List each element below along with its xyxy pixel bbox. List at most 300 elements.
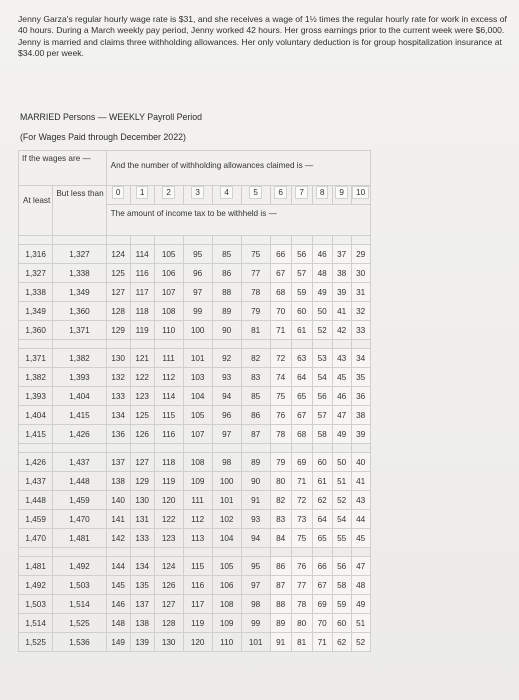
tax-amount-cell: 38 (332, 264, 351, 283)
at-least-cell: 1,470 (19, 529, 53, 548)
tax-amount-cell: 75 (291, 529, 312, 548)
tax-amount-cell: 90 (212, 321, 241, 340)
amount-header: The amount of income tax to be withheld is — (106, 205, 370, 236)
tax-amount-cell: 49 (332, 425, 351, 444)
table-row (19, 387, 371, 406)
spacer-cell (351, 444, 370, 453)
spacer-cell (183, 444, 212, 453)
table-row (19, 321, 371, 340)
allowance-col-6: 6 (270, 186, 291, 205)
tax-amount-cell: 123 (154, 529, 183, 548)
tax-amount-cell: 99 (183, 302, 212, 321)
tax-amount-cell: 41 (332, 302, 351, 321)
allowance-col-8: 8 (312, 186, 332, 205)
spacer-cell (53, 236, 106, 245)
tax-amount-cell: 128 (154, 614, 183, 633)
tax-amount-cell: 47 (351, 557, 370, 576)
allowance-col-5: 5 (241, 186, 270, 205)
tax-amount-cell: 68 (291, 425, 312, 444)
tax-amount-cell: 106 (154, 264, 183, 283)
tax-amount-cell: 59 (291, 283, 312, 302)
tax-amount-cell: 109 (183, 472, 212, 491)
spacer-cell (212, 340, 241, 349)
spacer-cell (130, 548, 154, 557)
table-row (19, 491, 371, 510)
tax-amount-cell: 105 (154, 245, 183, 264)
tax-amount-cell: 108 (212, 595, 241, 614)
tax-amount-cell: 100 (183, 321, 212, 340)
tax-amount-cell: 31 (351, 283, 370, 302)
tax-amount-cell: 127 (130, 453, 154, 472)
spacer-cell (291, 444, 312, 453)
tax-amount-cell: 114 (154, 387, 183, 406)
spacer-cell (312, 548, 332, 557)
spacer-cell (291, 548, 312, 557)
at-least-cell: 1,481 (19, 557, 53, 576)
tax-amount-cell: 137 (106, 453, 130, 472)
table-row (19, 529, 371, 548)
tax-amount-cell: 95 (183, 245, 212, 264)
tax-amount-cell: 58 (312, 425, 332, 444)
tax-amount-cell: 95 (241, 557, 270, 576)
tax-amount-cell: 67 (291, 406, 312, 425)
spacer-cell (154, 548, 183, 557)
tax-amount-cell: 54 (312, 368, 332, 387)
tax-amount-cell: 101 (183, 349, 212, 368)
tax-amount-cell: 62 (332, 633, 351, 652)
tax-amount-cell: 65 (312, 529, 332, 548)
tax-amount-cell: 115 (183, 557, 212, 576)
tax-amount-cell: 75 (270, 387, 291, 406)
tax-amount-cell: 52 (351, 633, 370, 652)
spacer-cell (183, 340, 212, 349)
tax-amount-cell: 100 (212, 472, 241, 491)
less-than-cell: 1,426 (53, 425, 106, 444)
tax-amount-cell: 99 (241, 614, 270, 633)
spacer-cell (19, 236, 53, 245)
tax-amount-cell: 60 (332, 614, 351, 633)
tax-amount-cell: 46 (312, 245, 332, 264)
at-least-cell: 1,514 (19, 614, 53, 633)
tax-amount-cell: 73 (291, 510, 312, 529)
tax-amount-cell: 133 (130, 529, 154, 548)
tax-amount-cell: 115 (154, 406, 183, 425)
tax-amount-cell: 80 (291, 614, 312, 633)
tax-amount-cell: 78 (270, 425, 291, 444)
tax-amount-cell: 56 (332, 557, 351, 576)
tax-amount-cell: 49 (351, 595, 370, 614)
tax-amount-cell: 35 (351, 368, 370, 387)
tax-amount-cell: 108 (154, 302, 183, 321)
tax-amount-cell: 81 (291, 633, 312, 652)
less-than-cell: 1,360 (53, 302, 106, 321)
group-spacer (19, 236, 371, 245)
tax-amount-cell: 96 (212, 406, 241, 425)
spacer-cell (130, 340, 154, 349)
spacer-cell (154, 236, 183, 245)
tax-amount-cell: 105 (212, 557, 241, 576)
tax-amount-cell: 130 (154, 633, 183, 652)
spacer-cell (270, 340, 291, 349)
tax-amount-cell: 92 (212, 349, 241, 368)
tax-amount-cell: 144 (106, 557, 130, 576)
tax-amount-cell: 120 (154, 491, 183, 510)
tax-amount-cell: 74 (270, 368, 291, 387)
tax-amount-cell: 87 (270, 576, 291, 595)
tax-amount-cell: 32 (351, 302, 370, 321)
at-least-cell: 1,371 (19, 349, 53, 368)
wages-header: If the wages are — (19, 151, 107, 186)
spacer-cell (332, 444, 351, 453)
tax-amount-cell: 45 (351, 529, 370, 548)
tax-amount-cell: 134 (106, 406, 130, 425)
tax-amount-cell: 54 (332, 510, 351, 529)
group-spacer (19, 444, 371, 453)
table-row (19, 245, 371, 264)
table-row (19, 614, 371, 633)
tax-amount-cell: 40 (351, 453, 370, 472)
tax-amount-cell: 61 (291, 321, 312, 340)
tax-amount-cell: 83 (241, 368, 270, 387)
tax-amount-cell: 69 (291, 453, 312, 472)
spacer-cell (19, 444, 53, 453)
at-least-cell: 1,404 (19, 406, 53, 425)
tax-amount-cell: 139 (130, 633, 154, 652)
tax-amount-cell: 103 (183, 368, 212, 387)
table-row (19, 510, 371, 529)
tax-amount-cell: 107 (183, 425, 212, 444)
tax-amount-cell: 78 (241, 283, 270, 302)
table-row (19, 453, 371, 472)
less-than-cell: 1,503 (53, 576, 106, 595)
tax-amount-cell: 145 (106, 576, 130, 595)
tax-amount-cell: 64 (291, 368, 312, 387)
spacer-cell (19, 548, 53, 557)
tax-amount-cell: 79 (241, 302, 270, 321)
tax-amount-cell: 131 (130, 510, 154, 529)
tax-amount-cell: 124 (106, 245, 130, 264)
spacer-cell (332, 548, 351, 557)
at-least-cell: 1,459 (19, 510, 53, 529)
spacer-cell (154, 340, 183, 349)
table-row (19, 368, 371, 387)
tax-amount-cell: 117 (183, 595, 212, 614)
tax-amount-cell: 138 (130, 614, 154, 633)
tax-amount-cell: 101 (241, 633, 270, 652)
tax-amount-cell: 89 (212, 302, 241, 321)
at-least-cell: 1,393 (19, 387, 53, 406)
spacer-cell (241, 444, 270, 453)
tax-amount-cell: 127 (106, 283, 130, 302)
less-than-cell: 1,404 (53, 387, 106, 406)
tax-amount-cell: 41 (351, 472, 370, 491)
tax-amount-cell: 71 (270, 321, 291, 340)
tax-amount-cell: 111 (183, 491, 212, 510)
tax-amount-cell: 38 (351, 406, 370, 425)
tax-amount-cell: 110 (212, 633, 241, 652)
spacer-cell (241, 236, 270, 245)
spacer-cell (332, 236, 351, 245)
tax-amount-cell: 76 (291, 557, 312, 576)
tax-amount-cell: 85 (241, 387, 270, 406)
tax-amount-cell: 126 (154, 576, 183, 595)
tax-amount-cell: 65 (291, 387, 312, 406)
tax-amount-cell: 67 (270, 264, 291, 283)
tax-amount-cell: 96 (183, 264, 212, 283)
spacer-cell (270, 548, 291, 557)
tax-amount-cell: 105 (183, 406, 212, 425)
tax-amount-cell: 136 (106, 425, 130, 444)
spacer-cell (312, 340, 332, 349)
tax-amount-cell: 94 (241, 529, 270, 548)
less-than-cell: 1,492 (53, 557, 106, 576)
tax-amount-cell: 83 (270, 510, 291, 529)
tax-amount-cell: 80 (270, 472, 291, 491)
less-than-cell: 1,382 (53, 349, 106, 368)
tax-amount-cell: 94 (212, 387, 241, 406)
less-than-cell: 1,437 (53, 453, 106, 472)
spacer-cell (212, 548, 241, 557)
tax-amount-cell: 98 (241, 595, 270, 614)
spacer-cell (332, 340, 351, 349)
but-less-than-header: But less than (53, 186, 106, 236)
tax-amount-cell: 125 (106, 264, 130, 283)
at-least-cell: 1,382 (19, 368, 53, 387)
less-than-cell: 1,525 (53, 614, 106, 633)
at-least-cell: 1,503 (19, 595, 53, 614)
table-title: MARRIED Persons — WEEKLY Payroll Period (20, 112, 203, 122)
tax-amount-cell: 45 (332, 368, 351, 387)
spacer-cell (183, 236, 212, 245)
less-than-cell: 1,415 (53, 406, 106, 425)
tax-amount-cell: 142 (106, 529, 130, 548)
tax-amount-cell: 76 (270, 406, 291, 425)
tax-amount-cell: 114 (130, 245, 154, 264)
tax-amount-cell: 66 (312, 557, 332, 576)
allowances-header: And the number of withholding allowances claimed is — (106, 151, 370, 186)
tax-amount-cell: 43 (351, 491, 370, 510)
tax-amount-cell: 47 (332, 406, 351, 425)
tax-amount-cell: 134 (130, 557, 154, 576)
tax-amount-cell: 93 (212, 368, 241, 387)
tax-amount-cell: 48 (312, 264, 332, 283)
tax-amount-cell: 46 (332, 387, 351, 406)
spacer-cell (106, 548, 130, 557)
allowance-col-7: 7 (291, 186, 312, 205)
tax-amount-cell: 102 (212, 510, 241, 529)
tax-amount-cell: 37 (332, 245, 351, 264)
less-than-cell: 1,349 (53, 283, 106, 302)
tax-amount-cell: 120 (183, 633, 212, 652)
less-than-cell: 1,470 (53, 510, 106, 529)
table-row (19, 302, 371, 321)
tax-amount-cell: 50 (332, 453, 351, 472)
tax-amount-cell: 79 (270, 453, 291, 472)
spacer-cell (351, 548, 370, 557)
tax-amount-cell: 91 (270, 633, 291, 652)
tax-amount-cell: 116 (130, 264, 154, 283)
at-least-header: At least (19, 186, 53, 236)
tax-amount-cell: 66 (270, 245, 291, 264)
tax-amount-cell: 52 (312, 321, 332, 340)
tax-amount-cell: 116 (154, 425, 183, 444)
tax-amount-cell: 77 (241, 264, 270, 283)
tax-amount-cell: 101 (212, 491, 241, 510)
table-row (19, 633, 371, 652)
tax-amount-cell: 123 (130, 387, 154, 406)
at-least-cell: 1,525 (19, 633, 53, 652)
tax-amount-cell: 39 (351, 425, 370, 444)
tax-amount-cell: 91 (241, 491, 270, 510)
tax-amount-cell: 118 (130, 302, 154, 321)
spacer-cell (106, 444, 130, 453)
tax-amount-cell: 106 (212, 576, 241, 595)
tax-amount-cell: 62 (312, 491, 332, 510)
tax-amount-cell: 90 (241, 472, 270, 491)
group-spacer (19, 548, 371, 557)
at-least-cell: 1,448 (19, 491, 53, 510)
at-least-cell: 1,437 (19, 472, 53, 491)
spacer-cell (183, 548, 212, 557)
tax-amount-cell: 77 (291, 576, 312, 595)
tax-amount-cell: 72 (291, 491, 312, 510)
spacer-cell (351, 340, 370, 349)
at-least-cell: 1,415 (19, 425, 53, 444)
less-than-cell: 1,536 (53, 633, 106, 652)
spacer-cell (351, 236, 370, 245)
tax-amount-cell: 51 (332, 472, 351, 491)
tax-amount-cell: 30 (351, 264, 370, 283)
tax-amount-cell: 56 (312, 387, 332, 406)
tax-amount-cell: 67 (312, 576, 332, 595)
tax-amount-cell: 34 (351, 349, 370, 368)
tax-amount-cell: 82 (241, 349, 270, 368)
tax-amount-cell: 55 (332, 529, 351, 548)
tax-amount-cell: 97 (212, 425, 241, 444)
tax-amount-cell: 51 (351, 614, 370, 633)
problem-statement: Jenny Garza's regular hourly wage rate is $31, and she receives a wage of 1½ times the regular hourly rate for work in excess of 40 hours. During a March weekly pay period, Jenny worked 42 hours. Her gross earnings prior to the current week were $6,000. Jenny is married and claims three withholding allowances. Her only voluntary deduction is for group hospitalization insurance at $34.00 per week. (18, 14, 507, 59)
allowance-col-1: 1 (130, 186, 154, 205)
tax-amount-cell: 86 (241, 406, 270, 425)
spacer-cell (270, 236, 291, 245)
tax-amount-cell: 36 (351, 387, 370, 406)
spacer-cell (130, 236, 154, 245)
tax-amount-cell: 69 (312, 595, 332, 614)
tax-amount-cell: 119 (154, 472, 183, 491)
less-than-cell: 1,393 (53, 368, 106, 387)
tax-amount-cell: 116 (183, 576, 212, 595)
allowance-col-9: 9 (332, 186, 351, 205)
tax-amount-cell: 87 (241, 425, 270, 444)
at-least-cell: 1,360 (19, 321, 53, 340)
at-least-cell: 1,426 (19, 453, 53, 472)
spacer-cell (53, 340, 106, 349)
tax-amount-cell: 60 (312, 453, 332, 472)
tax-amount-cell: 48 (351, 576, 370, 595)
tax-amount-cell: 129 (106, 321, 130, 340)
allowance-col-4: 4 (212, 186, 241, 205)
tax-amount-cell: 44 (351, 510, 370, 529)
table-row (19, 557, 371, 576)
spacer-cell (312, 444, 332, 453)
tax-amount-cell: 141 (106, 510, 130, 529)
tax-amount-cell: 104 (183, 387, 212, 406)
less-than-cell: 1,371 (53, 321, 106, 340)
tax-amount-cell: 121 (130, 349, 154, 368)
tax-amount-cell: 133 (106, 387, 130, 406)
less-than-cell: 1,327 (53, 245, 106, 264)
tax-amount-cell: 113 (183, 529, 212, 548)
table-row (19, 425, 371, 444)
allowance-col-0: 0 (106, 186, 130, 205)
tax-amount-cell: 82 (270, 491, 291, 510)
tax-amount-cell: 71 (291, 472, 312, 491)
tax-amount-cell: 63 (291, 349, 312, 368)
less-than-cell: 1,448 (53, 472, 106, 491)
table-row (19, 406, 371, 425)
table-row (19, 264, 371, 283)
tax-amount-cell: 70 (312, 614, 332, 633)
tax-amount-cell: 135 (130, 576, 154, 595)
table-row (19, 595, 371, 614)
tax-amount-cell: 146 (106, 595, 130, 614)
tax-amount-cell: 58 (332, 576, 351, 595)
at-least-cell: 1,327 (19, 264, 53, 283)
tax-amount-cell: 118 (154, 453, 183, 472)
group-spacer (19, 340, 371, 349)
table-row (19, 349, 371, 368)
allowance-col-3: 3 (183, 186, 212, 205)
tax-amount-cell: 72 (270, 349, 291, 368)
tax-amount-cell: 33 (351, 321, 370, 340)
tax-amount-cell: 130 (130, 491, 154, 510)
at-least-cell: 1,492 (19, 576, 53, 595)
tax-amount-cell: 68 (270, 283, 291, 302)
table-row (19, 283, 371, 302)
tax-amount-cell: 84 (270, 529, 291, 548)
less-than-cell: 1,338 (53, 264, 106, 283)
tax-amount-cell: 75 (241, 245, 270, 264)
table-row (19, 576, 371, 595)
spacer-cell (212, 444, 241, 453)
spacer-cell (19, 340, 53, 349)
less-than-cell: 1,459 (53, 491, 106, 510)
allowance-col-2: 2 (154, 186, 183, 205)
less-than-cell: 1,481 (53, 529, 106, 548)
tax-amount-cell: 57 (291, 264, 312, 283)
tax-amount-cell: 70 (270, 302, 291, 321)
tax-amount-cell: 129 (130, 472, 154, 491)
tax-amount-cell: 109 (212, 614, 241, 633)
tax-amount-cell: 78 (291, 595, 312, 614)
tax-amount-cell: 127 (154, 595, 183, 614)
tax-amount-cell: 89 (241, 453, 270, 472)
spacer-cell (212, 236, 241, 245)
spacer-cell (241, 548, 270, 557)
tax-amount-cell: 88 (212, 283, 241, 302)
tax-amount-cell: 119 (130, 321, 154, 340)
tax-amount-cell: 39 (332, 283, 351, 302)
tax-amount-cell: 85 (212, 245, 241, 264)
tax-amount-cell: 89 (270, 614, 291, 633)
allowance-col-10: 10 (351, 186, 370, 205)
tax-amount-cell: 111 (154, 349, 183, 368)
table-row (19, 472, 371, 491)
tax-amount-cell: 130 (106, 349, 130, 368)
table-subtitle: (For Wages Paid through December 2022) (20, 132, 186, 142)
tax-amount-cell: 107 (154, 283, 183, 302)
tax-amount-cell: 52 (332, 491, 351, 510)
